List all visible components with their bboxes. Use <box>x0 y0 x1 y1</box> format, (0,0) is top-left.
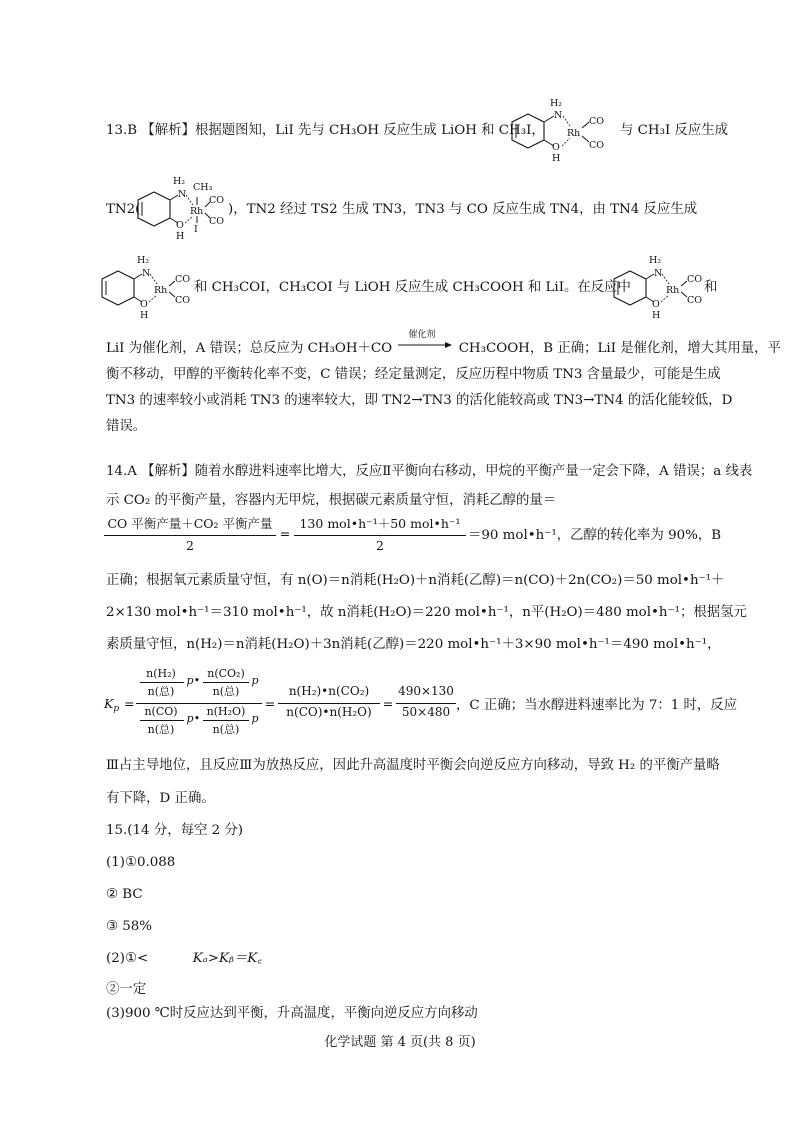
q13-line-5: 衡不移动，甲醇的平衡转化率不变，C 错误；经定量测定，反应历程中物质 TN3 含量最少，可能是生成 <box>106 367 721 382</box>
co-label: CO <box>209 195 225 206</box>
q14-fraction-tail: ＝90 mol•h⁻¹，乙醇的转化率为 90%，B <box>468 528 722 543</box>
o-label: O <box>552 142 560 153</box>
kp-d2: n(总) <box>147 723 175 736</box>
q13-text-1a: 13.B 【解析】根据题图知，LiI 先与 CH₃OH 反应生成 LiOH 和 CH₃I， <box>106 123 545 138</box>
q13-text-4a: LiI 为催化剂，A 错误；总反应为 CH₃OH＋CO <box>106 341 393 356</box>
n-label: N <box>178 189 187 200</box>
q13-text-2a: TN2( <box>106 202 141 217</box>
pressure-symbol: p <box>251 674 259 687</box>
pressure-symbol: p <box>251 712 259 725</box>
tn2-complex-diagram <box>136 178 236 244</box>
kp-mid-bar <box>278 703 380 704</box>
rh-label: Rh <box>190 206 204 217</box>
q15-answer-1-2: ② BC <box>106 887 143 902</box>
n-label: N <box>654 268 663 279</box>
kp-value-bar <box>396 703 456 704</box>
co-label: CO <box>687 295 703 306</box>
q14-line-2: 示 CO₂ 的平衡产量，容器内无甲烷，根据碳元素质量守恒，消耗乙醇的量＝ <box>106 493 557 508</box>
n-label: N <box>554 110 563 121</box>
q13-line-4 <box>106 330 781 359</box>
q14-line-4: 正确；根据氧元素质量守恒，有 n(O)＝n消耗(H₂O)＋n消耗(乙醇)＝n(CO)＋2n(CO₂)＝50 mol•h⁻¹＋ <box>106 573 725 588</box>
q13-line-1b <box>620 121 740 141</box>
kp-letter: K <box>104 696 114 711</box>
rh-label: Rh <box>567 128 581 139</box>
q15-answer-2-1 <box>106 949 716 969</box>
kp-n3: n(CO₂) <box>207 667 245 680</box>
dot-operator: • <box>193 674 201 687</box>
reaction-arrow-icon <box>396 338 454 352</box>
rh-complex-diagram-1 <box>510 100 620 166</box>
h-label: H <box>140 310 149 321</box>
kp-symbol <box>104 696 124 714</box>
q15-answer-3: (3)900 ℃时反应达到平衡，升高温度，平衡向逆反应方向移动 <box>106 1006 478 1021</box>
q13-text-3a: 和 CH₃COI，CH₃COI 与 LiOH 反应生成 CH₃COOH 和 LiI。在反应中 <box>194 280 631 295</box>
rh-label: Rh <box>154 285 168 296</box>
q13-text-4b: CH₃COOH，B 正确；LiI 是催化剂，增大其用量，平 <box>458 341 781 356</box>
carbon-fraction-bar <box>104 535 276 536</box>
q15-answer-2-2: ②一定 <box>106 982 147 997</box>
h2-label: H₂ <box>550 98 563 109</box>
co-label: CO <box>209 216 225 227</box>
rh-complex-diagram-3 <box>612 257 712 323</box>
q15-answer-2-1a: (2)①< <box>106 951 149 966</box>
page-footer: 化学试题 第 4 页(共 8 页) <box>324 1035 476 1050</box>
rh-complex-diagram-2 <box>100 257 200 323</box>
h2-label: H₂ <box>649 255 662 266</box>
rh-complex-svg-1 <box>510 100 620 162</box>
n-label: N <box>142 268 151 279</box>
i-label: I <box>194 224 198 235</box>
rate-fraction-bar <box>294 535 466 536</box>
h2-label: H₂ <box>137 255 150 266</box>
q13-line-2b <box>228 200 718 220</box>
equals-sign: = <box>124 696 135 711</box>
pressure-symbol: p <box>186 674 194 687</box>
q14-line-1: 14.A 【解析】随着水醇进料速率比增大，反应Ⅱ平衡向右移动，甲烷的平衡产量一定会下降，A 错误；a 线表 <box>106 464 753 479</box>
dot-operator: • <box>193 712 201 725</box>
catalyst-arrow <box>396 330 454 352</box>
kp-value-numerator: 490×130 <box>398 684 454 698</box>
h-label: H <box>552 153 561 164</box>
kp-d3: n(H₂O) <box>206 705 246 718</box>
rate-fraction-numerator: 130 mol•h⁻¹＋50 mol•h⁻¹ <box>299 516 461 531</box>
co-label: CO <box>589 140 605 151</box>
rate-fraction-denominator: 2 <box>376 538 384 553</box>
q13-line-6: TN3 的速率较小或消耗 TN3 的速率较大，即 TN2→TN3 的活化能较高或 TN3→TN4 的活化能较低，D <box>106 393 733 408</box>
equals-sign: = <box>264 696 276 711</box>
co-label: CO <box>687 274 703 285</box>
catalyst-label: 催化剂 <box>408 330 436 340</box>
q13-line-3a <box>194 278 631 298</box>
kp-main-bar <box>136 703 262 704</box>
q15-header: 15.(14 分，每空 2 分) <box>106 823 244 838</box>
carbon-fraction-numerator: CO 平衡产量＋CO₂ 平衡产量 <box>107 516 273 531</box>
q15-answer-2-1b: Kₐ>Kᵦ＝K꜀ <box>192 951 262 966</box>
kp-d1: n(CO) <box>144 705 178 718</box>
co-label: CO <box>175 274 191 285</box>
kp-value-denominator: 50×480 <box>401 705 451 719</box>
kp-d4: n(总) <box>212 723 240 736</box>
equals-sign: = <box>279 526 291 541</box>
q14-line-5: 2×130 mol•h⁻¹＝310 mol•h⁻¹，故 n消耗(H₂O)＝220 mol•h⁻¹，n平(H₂O)＝480 mol•h⁻¹；根据氢元 <box>106 605 747 620</box>
q14-kp-tail: ，C 正确；当水醇进料速率比为 7：1 时，反应 <box>456 698 738 713</box>
co-label: CO <box>589 116 605 127</box>
h-label: H <box>652 310 661 321</box>
q13-text-3b: 和 <box>704 280 718 295</box>
h-label: H <box>176 231 185 242</box>
q13-line-3b <box>704 278 734 298</box>
ch3-label: CH₃ <box>193 182 213 193</box>
q14-line-9: 有下降，D 正确。 <box>106 791 215 806</box>
tn2-complex-svg <box>136 178 236 240</box>
q15-answer-1-1: (1)①0.088 <box>106 855 176 870</box>
h2-label: H₂ <box>173 176 186 187</box>
co-label: CO <box>175 295 191 306</box>
o-label: O <box>140 299 148 310</box>
kp-mid-denominator: n(CO)•n(H₂O) <box>286 705 372 719</box>
equals-sign: = <box>382 696 394 711</box>
kp-n2: n(总) <box>147 685 175 698</box>
kp-mid-numerator: n(H₂)•n(CO₂) <box>288 684 370 698</box>
q13-line-7: 错误。 <box>106 419 147 434</box>
kp-n4: n(总) <box>212 685 240 698</box>
pressure-symbol: p <box>186 712 194 725</box>
q13-text-2b: )，TN2 经过 TS2 生成 TN3，TN3 与 CO 反应生成 TN4，由 TN4 反应生成 <box>228 202 698 217</box>
q13-text-1b: 与 CH₃I 反应生成 <box>620 123 729 138</box>
kp-subscript: p <box>113 704 120 714</box>
carbon-fraction-denominator: 2 <box>186 538 194 553</box>
kp-n1: n(H₂) <box>146 667 176 680</box>
rh-complex-svg-3 <box>612 257 712 319</box>
rh-complex-svg-2 <box>100 257 200 319</box>
q14-line-6: 素质量守恒，n(H₂)＝n消耗(H₂O)＋3n消耗(乙醇)＝220 mol•h⁻¹＋3×90 mol•h⁻¹＝490 mol•h⁻¹， <box>106 637 721 652</box>
q15-answer-1-3: ③ 58% <box>106 919 153 934</box>
q14-line-8: Ⅲ占主导地位，且反应Ⅲ为放热反应，因此升高温度时平衡会向逆反应方向移动，导致 H₂ 的平衡产量略 <box>106 758 720 773</box>
o-label: O <box>652 299 660 310</box>
o-label: O <box>176 220 184 231</box>
rh-label: Rh <box>666 285 680 296</box>
